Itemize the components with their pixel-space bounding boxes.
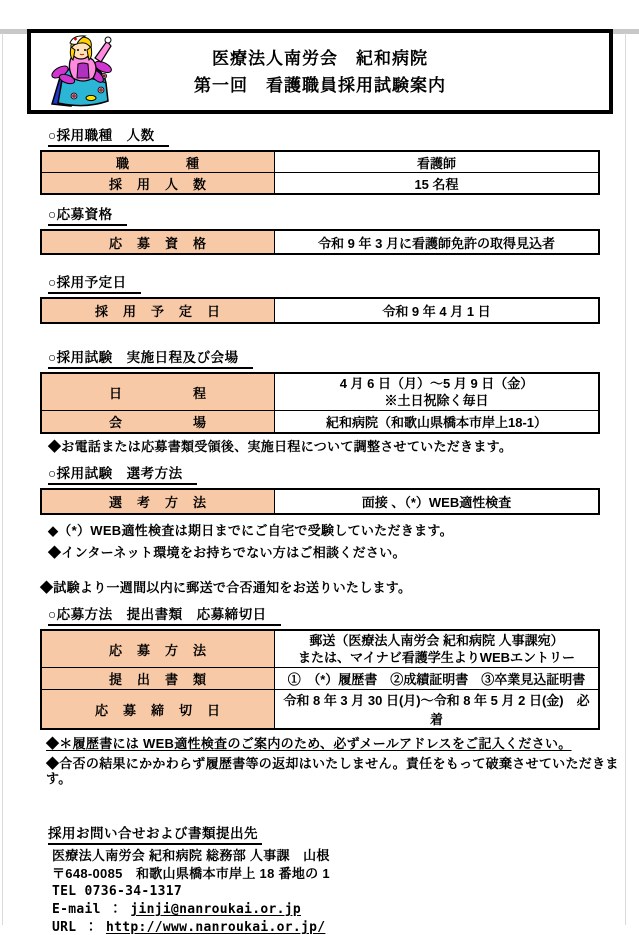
contact-block: [48, 822, 639, 935]
note-result-mail: ◆試験より一週間以内に郵送で合否通知をお送りいたします。: [40, 580, 412, 595]
note-email-required: ◆＊履歴書には WEB適性検査のご案内のため、必ずメールアドレスをご記入ください。: [46, 736, 572, 751]
section-heading-eligibility: ○応募資格: [48, 207, 127, 226]
table-row: [41, 173, 599, 195]
row-label-cell: 会 場: [41, 411, 275, 434]
table-row: [41, 151, 599, 173]
table-hire-date: [40, 297, 600, 324]
note-no-return: ◆合否の結果にかかわらず履歴書等の返却はいたしません。責任をもって破棄させていただきます。: [46, 756, 619, 786]
table-row: [41, 489, 599, 514]
row-label-cell: 職 種: [41, 151, 275, 173]
section-heading-hire-date: ○採用予定日: [48, 275, 141, 294]
table-row: [41, 230, 599, 254]
row-value-cell: 令和 9 年 3 月に看護師免許の取得見込者: [275, 230, 600, 254]
note-schedule-adjust: ◆お電話または応募書類受領後、実施日程について調整させていただきます。: [48, 439, 513, 454]
page-left-edge: [2, 33, 3, 925]
table-eligibility: [40, 229, 600, 255]
contact-email-line: [52, 903, 639, 917]
nurse-mascot-icon: [45, 34, 123, 110]
row-label-cell: 採 用 人 数: [41, 173, 275, 195]
contact-heading: 採用お問い合せおよび書類提出先: [48, 822, 262, 845]
contact-url-line: [52, 921, 639, 935]
table-row: [41, 373, 599, 411]
schedule-exception: ※土日祝除く毎日: [384, 393, 489, 408]
document-page: [0, 29, 639, 935]
row-label-cell: 応 募 締 切 日: [41, 690, 275, 730]
section-heading-position: ○採用職種 人数: [48, 128, 169, 147]
note-no-internet: ◆インターネット環境をお持ちでない方はご相談ください。: [48, 545, 406, 560]
table-row: [41, 690, 599, 730]
row-value-cell: 令和 9 年 4 月 1 日: [275, 298, 600, 323]
url-label: URL ：: [52, 920, 98, 935]
page-title-line2: 第一回 看護職員採用試験案内: [194, 76, 446, 95]
row-label-cell: 日 程: [41, 373, 275, 411]
table-row: [41, 411, 599, 434]
row-label-cell: 提 出 書 類: [41, 668, 275, 690]
row-value-cell: [275, 630, 600, 668]
table-exam-schedule: [40, 372, 600, 434]
section-heading-application: ○応募方法 提出書類 応募締切日: [48, 607, 281, 626]
header-box: [27, 29, 613, 114]
table-selection-method: [40, 488, 600, 515]
row-value-cell: 15 名程: [275, 173, 600, 195]
row-value-cell: 看護師: [275, 151, 600, 173]
email-link[interactable]: jinji@nanroukai.or.jp: [130, 902, 301, 917]
row-value-cell: ① （*）履歴書 ②成績証明書 ③卒業見込証明書: [275, 668, 600, 690]
application-method-web: または、マイナビ看護学生よりWEBエントリー: [297, 650, 576, 665]
schedule-dates: 4 月 6 日（月）～5 月 9 日（金）: [339, 376, 534, 391]
row-value-cell: 紀和病院（和歌山県橋本市岸上18-1）: [275, 411, 600, 434]
section-heading-exam-schedule: ○採用試験 実施日程及び会場: [48, 350, 253, 369]
table-row: [41, 298, 599, 323]
row-label-cell: 応 募 方 法: [41, 630, 275, 668]
contact-org: 医療法人南労会 紀和病院 総務部 人事課 山根: [52, 848, 330, 863]
contact-tel: TEL 0736-34-1317: [52, 884, 183, 899]
page-right-edge: [625, 33, 626, 925]
page-title-line1: 医療法人南労会 紀和病院: [212, 49, 428, 68]
row-label-cell: 採 用 予 定 日: [41, 298, 275, 323]
row-value-cell: [275, 373, 600, 411]
note-web-test-home: ◆（*）WEB適性検査は期日までにご自宅で受験していただきます。: [48, 523, 453, 538]
row-label-cell: 選 考 方 法: [41, 489, 275, 514]
table-row: [41, 630, 599, 668]
row-label-cell: 応 募 資 格: [41, 230, 275, 254]
row-value-cell: 令和 8 年 3 月 30 日(月)～令和 8 年 5 月 2 日(金) 必着: [275, 690, 600, 730]
table-row: [41, 668, 599, 690]
table-application: [40, 629, 600, 730]
url-link[interactable]: http://www.nanroukai.or.jp/: [105, 920, 326, 935]
email-label: E-mail ：: [52, 902, 123, 917]
application-method-mail: 郵送（医療法人南労会 紀和病院 人事課宛）: [309, 633, 564, 648]
contact-address: 〒648-0085 和歌山県橋本市岸上 18 番地の 1: [52, 866, 330, 881]
row-value-cell: 面接 、（*）WEB適性検査: [275, 489, 600, 514]
section-heading-selection-method: ○採用試験 選考方法: [48, 466, 197, 485]
table-position: [40, 150, 600, 195]
